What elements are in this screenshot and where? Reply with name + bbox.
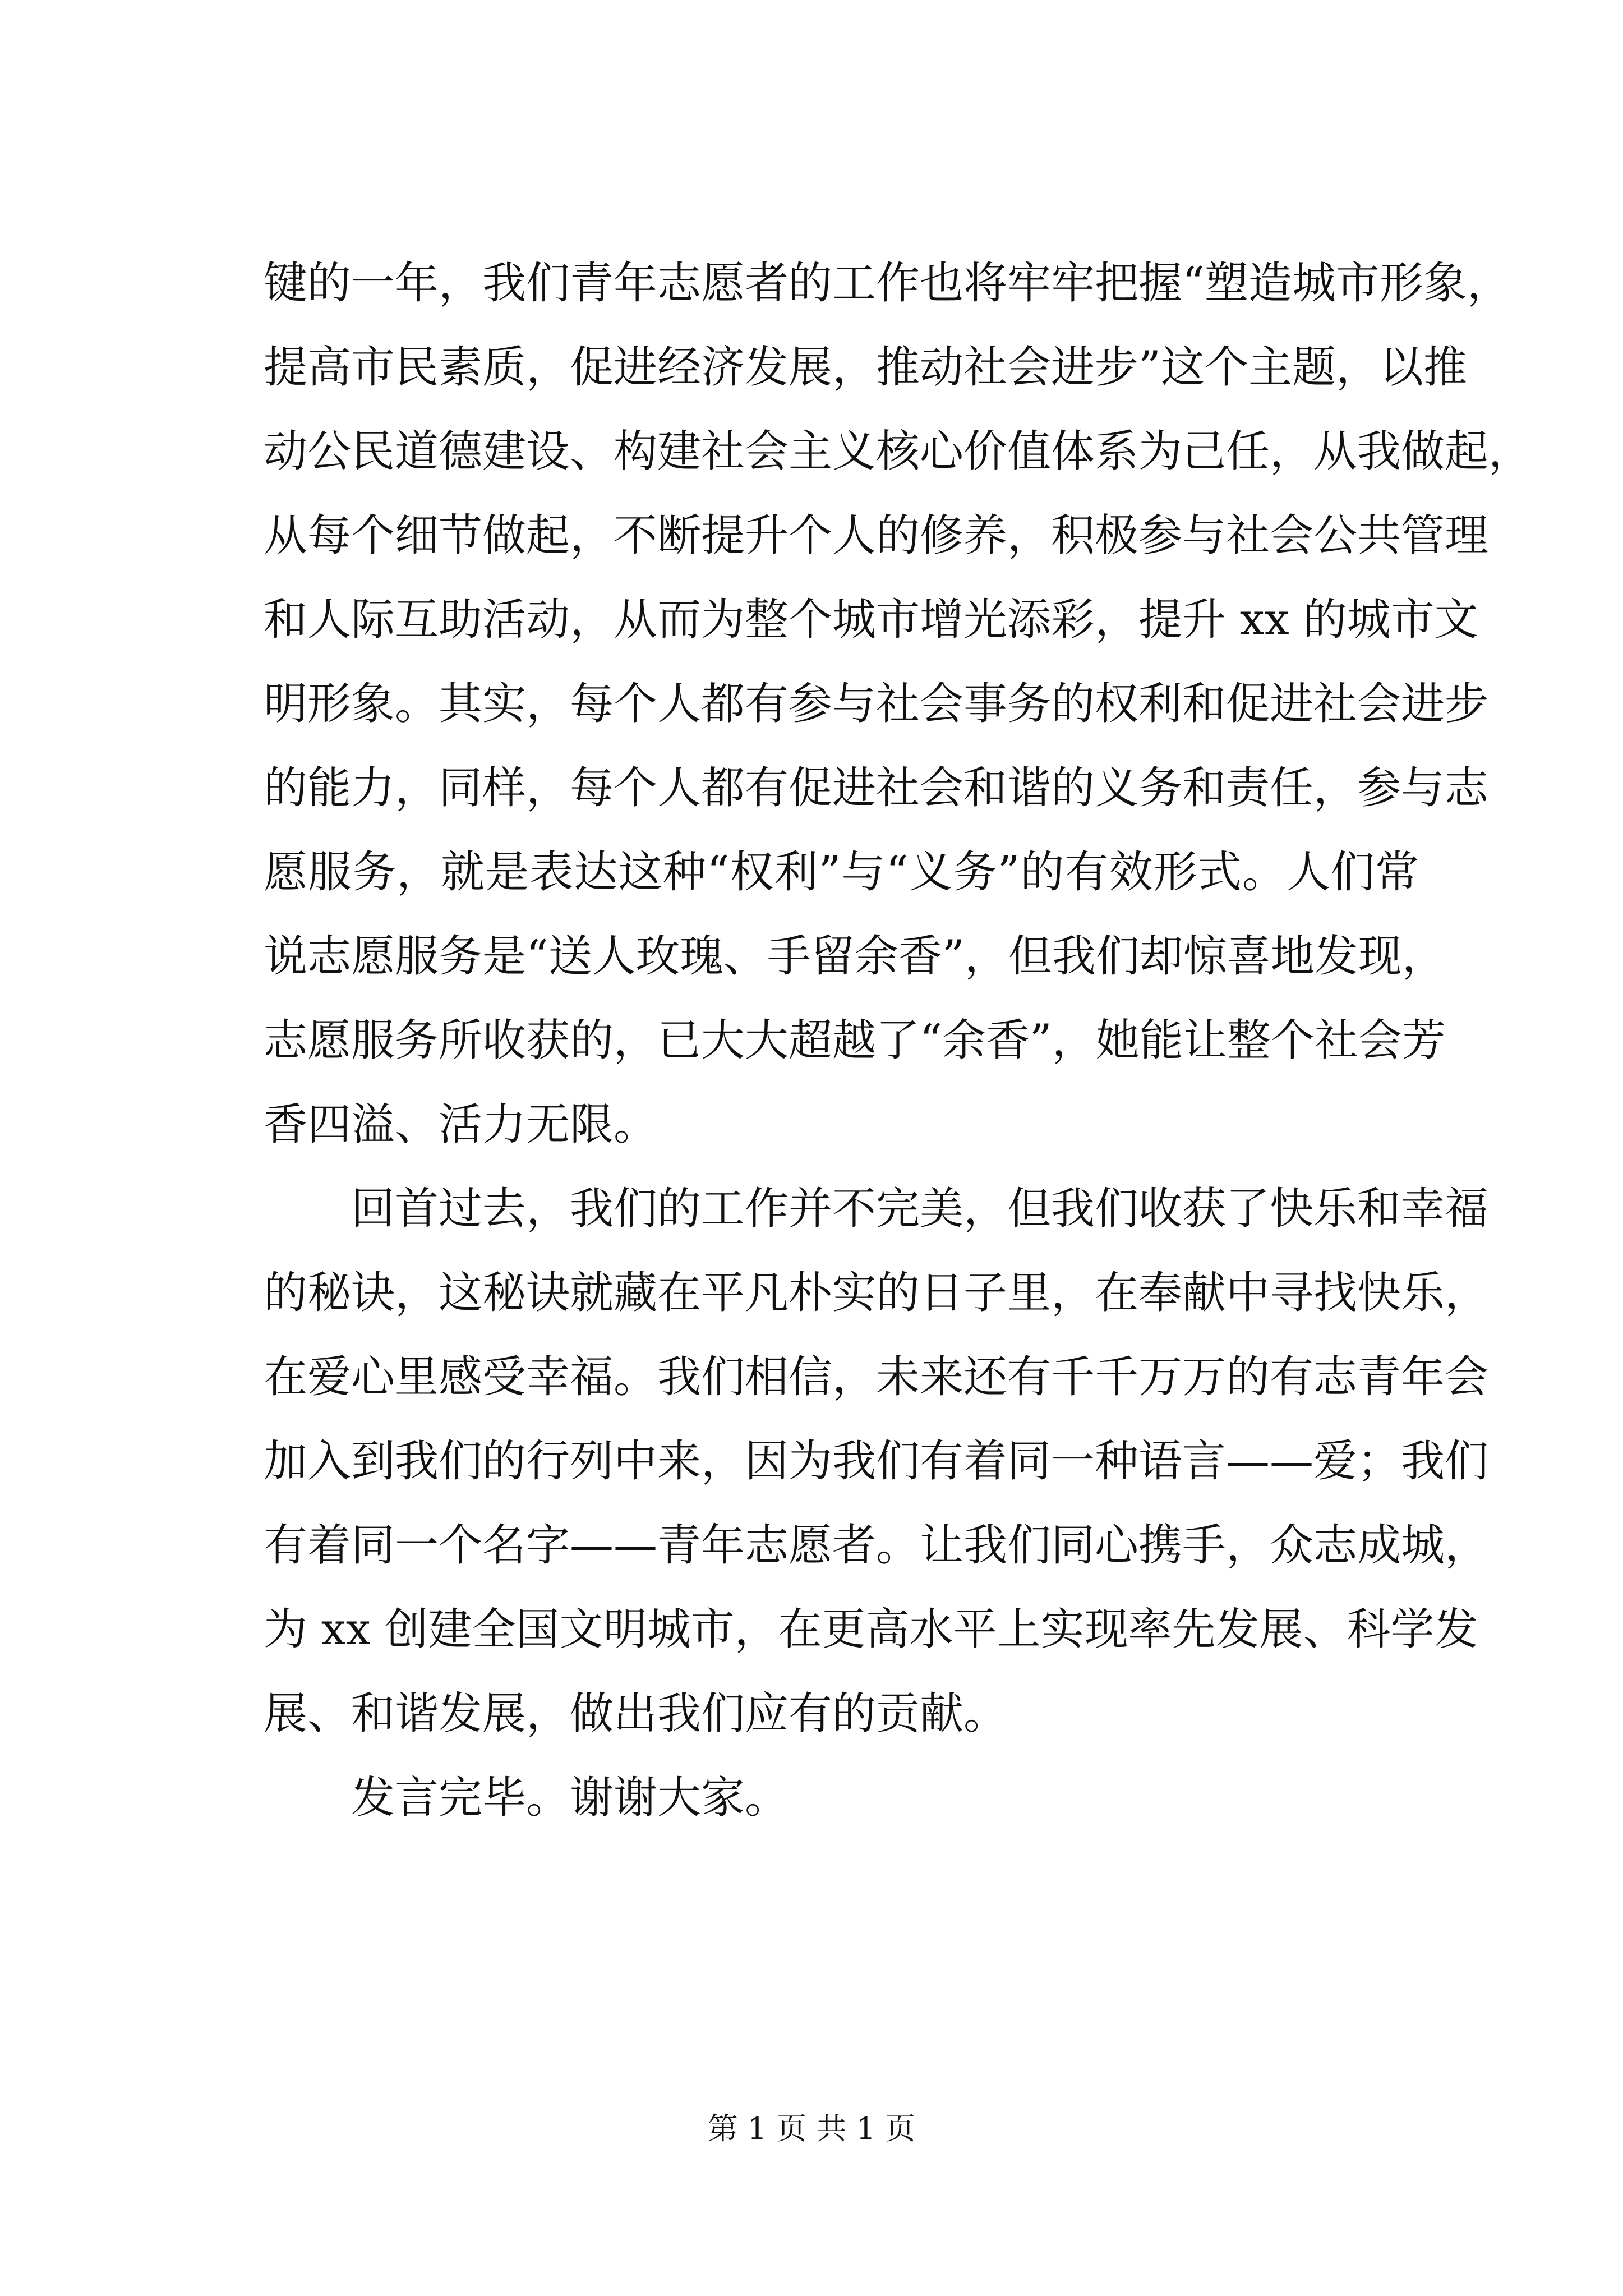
text-line: 键的一年，我们青年志愿者的工作也将牢牢把握“塑造城市形象，	[264, 258, 1511, 309]
text-line: 说志愿服务是“送人玫瑰、手留余香”，但我们却惊喜地发现，	[264, 931, 1446, 982]
text-line: 回首过去，我们的工作并不完美，但我们收获了快乐和幸福	[264, 1184, 1489, 1234]
text-line: 和人际互助活动，从而为整个城市增光添彩，提升 xx 的城市文	[264, 595, 1478, 645]
body-text	[264, 241, 1533, 1840]
text-line: 在爱心里感受幸福。我们相信，未来还有千千万万的有志青年会	[264, 1352, 1489, 1402]
text-line: 的秘诀，这秘诀就藏在平凡朴实的日子里，在奉献中寻找快乐，	[264, 1268, 1489, 1318]
text-line: 从每个细节做起，不断提升个人的修养，积极参与社会公共管理	[264, 510, 1489, 561]
text-line: 动公民道德建设、构建社会主义核心价值体系为己任，从我做起，	[264, 426, 1533, 477]
text-line: 志愿服务所收获的，已大大超越了“余香”，她能让整个社会芳	[264, 1015, 1446, 1066]
text-line: 为 xx 创建全国文明城市，在更高水平上实现率先发展、科学发	[264, 1604, 1478, 1655]
text-line: 香四溢、活力无限。	[264, 1099, 658, 1150]
text-line: 有着同一个名字——青年志愿者。让我们同心携手，众志成城，	[264, 1520, 1489, 1571]
text-line: 加入到我们的行列中来，因为我们有着同一种语言——爱；我们	[264, 1436, 1489, 1487]
text-line: 明形象。其实，每个人都有参与社会事务的权利和促进社会进步	[264, 679, 1489, 729]
text-line: 展、和谐发展，做出我们应有的贡献。	[264, 1688, 1008, 1739]
text-line: 的能力，同样，每个人都有促进社会和谐的义务和责任，参与志	[264, 763, 1489, 813]
text-line: 愿服务，就是表达这种“权利”与“义务”的有效形式。人们常	[264, 847, 1419, 898]
page-number-footer: 第 1 页 共 1 页	[707, 2111, 916, 2146]
text-line: 提高市民素质，促进经济发展，推动社会进步”这个主题，以推	[264, 342, 1467, 393]
text-line: 发言完毕。谢谢大家。	[264, 1773, 789, 1823]
